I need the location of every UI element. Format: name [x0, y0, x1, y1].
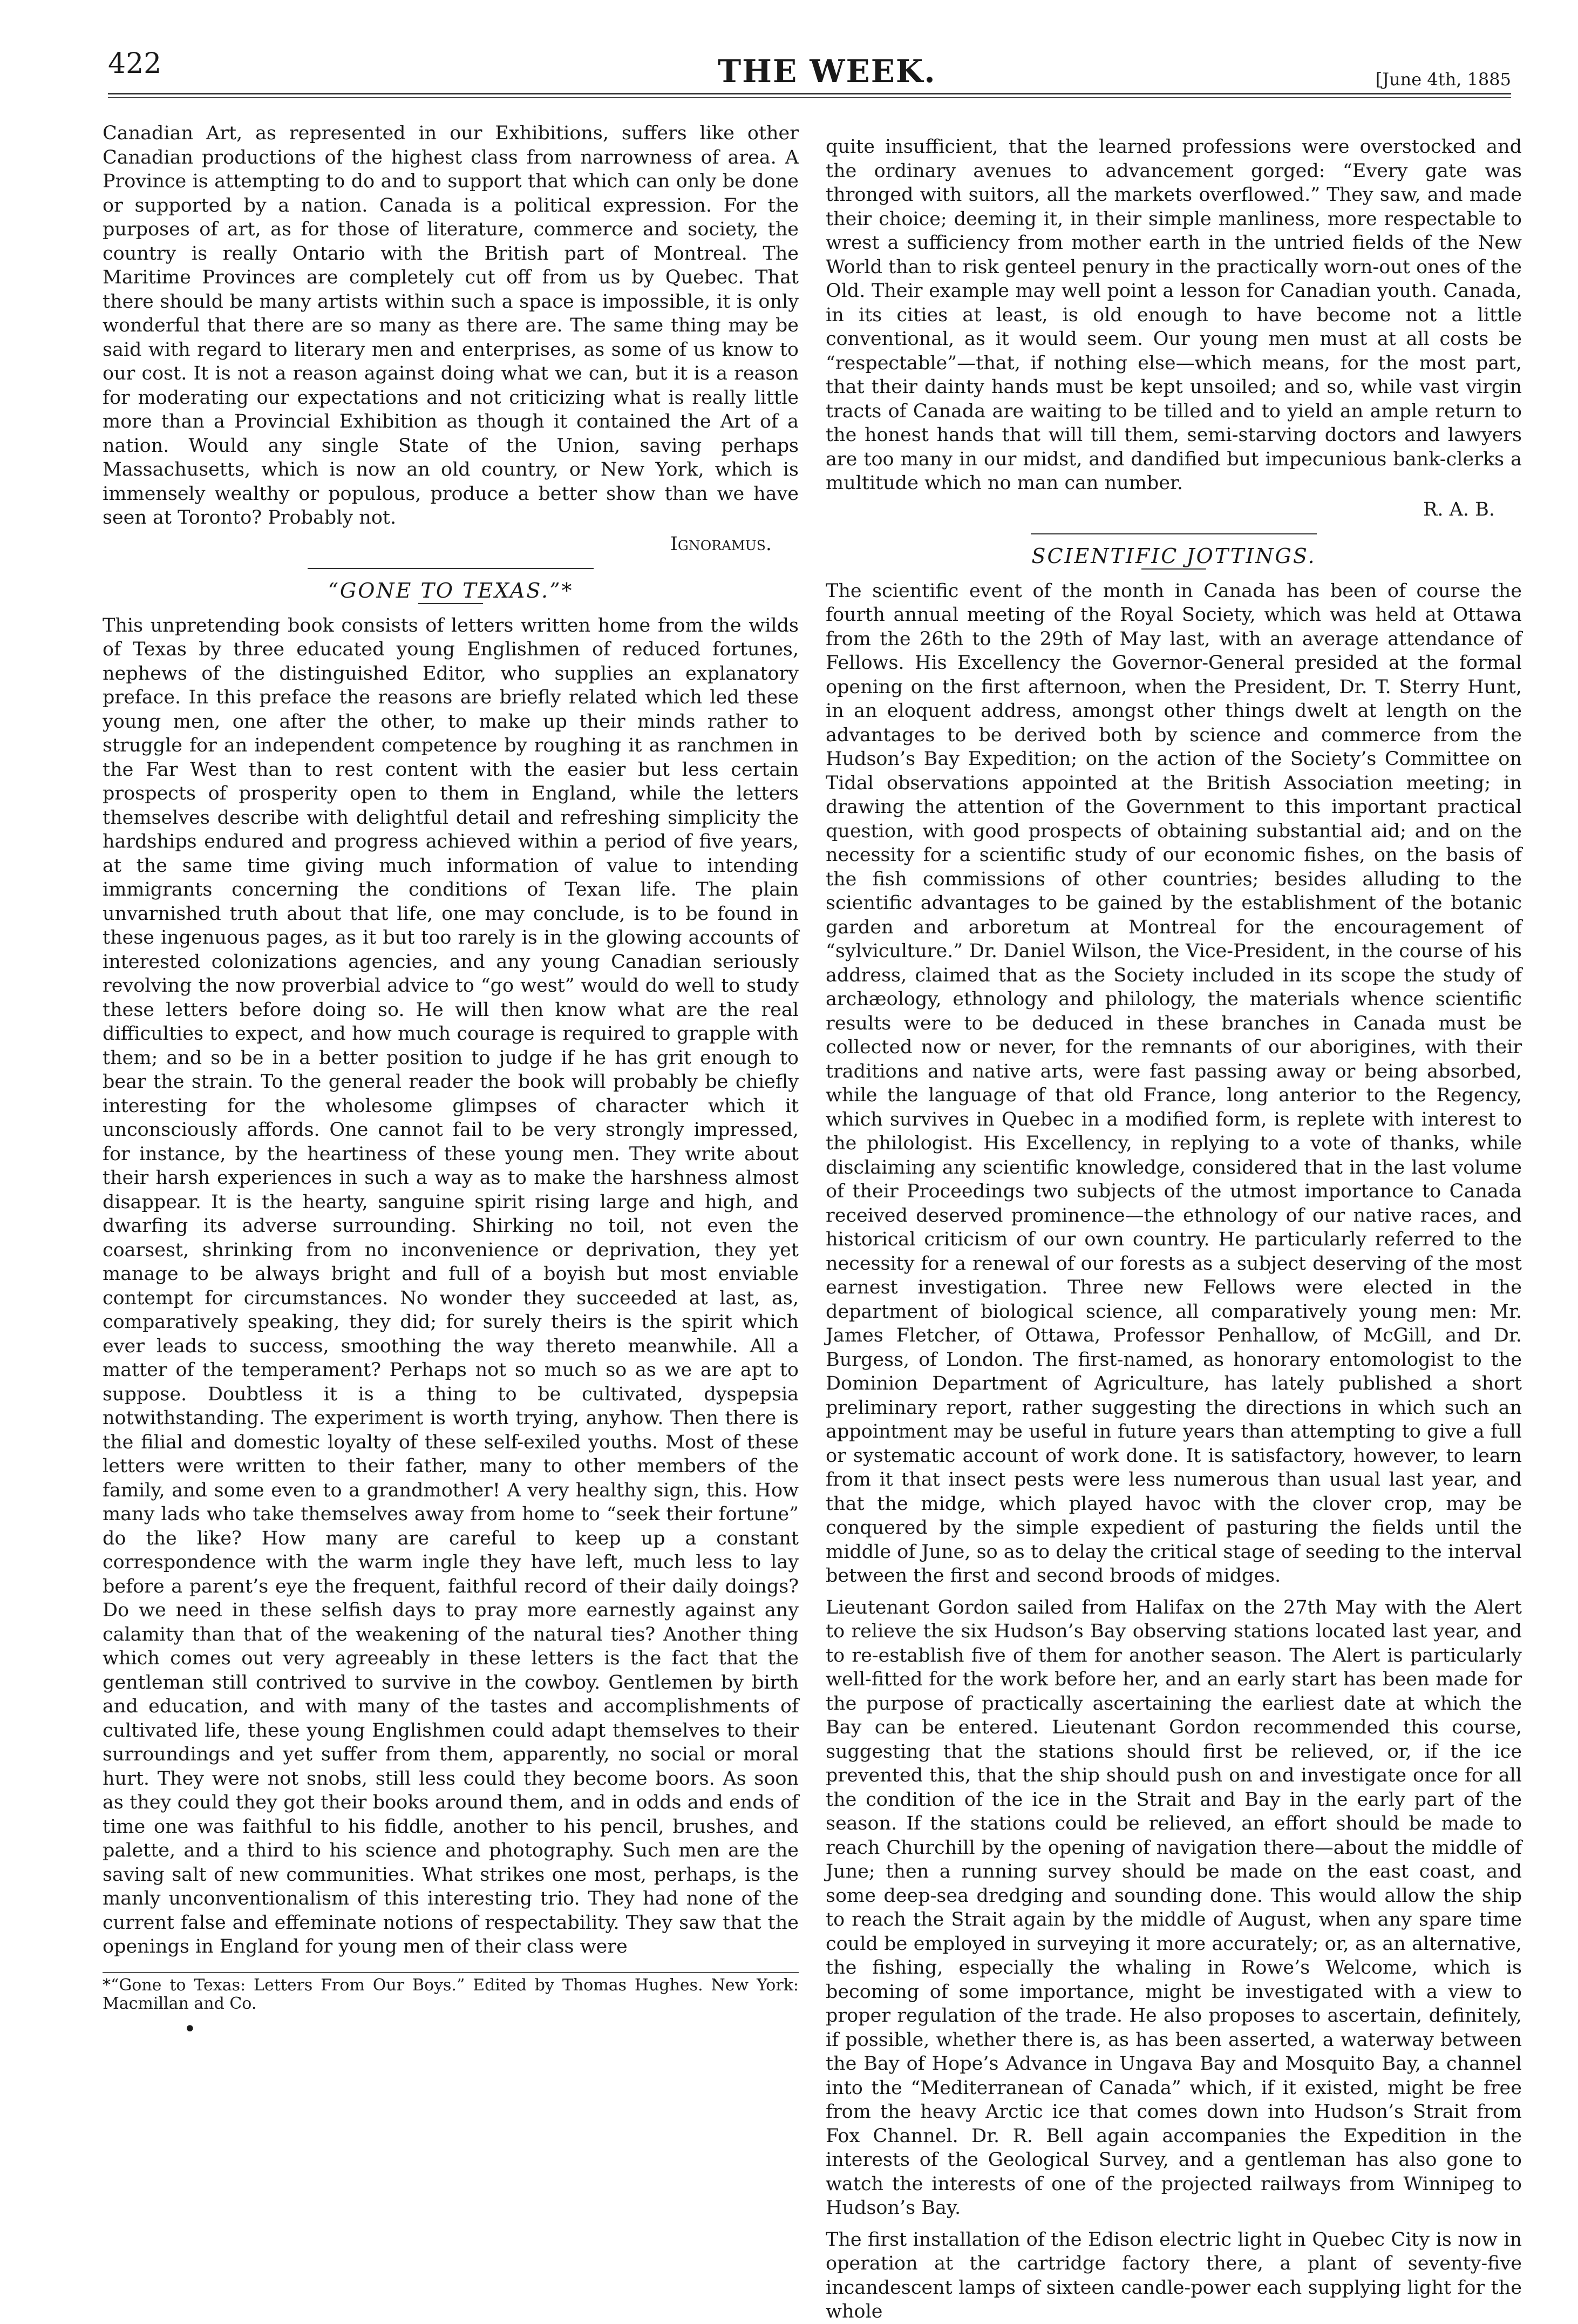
sci-paragraph-edison-light: The first installation of the Edison electric light in Quebec City is now in operation at the cartridge factory there, a plant of seventy-five incandescent lamps of sixteen candle-power each supplying light for the whole [826, 2228, 1522, 2322]
texas-continued-paragraph: quite insufficient, that the learned professions were overstocked and the ordinary avenues to advancement gorged: “Every gate was thronged with suitors, all the markets overflowed.” They saw, and made their choice; deeming it, in their simple manliness, more respectable to wrest a sufficiency from mother earth in the untried fields of the New World than to risk genteel penury in the practically worn-out ones of the Old. Their example may well point a lesson for Canadian youth. Canada, in its cities at least, is old enough to have become not a little conventional, as it would seem. Our young men must at all costs be “respectable”—that, if nothing else—which means, for the most part, that their dainty hands must be kept unsoiled; and so, while vast virgin tracts of Canada are waiting to be tilled and to yield an ample return to the honest hands that will till them, semi-starving doctors and lawyers are too many in our midst, and dandified but impecunious bank-clerks a multitude which no man can number. [826, 136, 1522, 494]
issue-date: [June 4th, 1885 [1375, 69, 1511, 90]
ink-dot: • [183, 2016, 196, 2042]
header-rule-bottom [108, 97, 1511, 98]
footnote: *“Gone to Texas: Letters From Our Boys.” Edited by Thomas Hughes. New York: Macmillan and Co. [103, 1975, 799, 2013]
heading-underline [1141, 568, 1206, 570]
scientific-jottings-heading: SCIENTIFIC JOTTINGS. [1031, 544, 1316, 568]
heading-underline [418, 603, 483, 604]
masthead [108, 48, 1511, 96]
texas-paragraph: This unpretending book consists of letters written home from the wilds of Texas by three educated young Englishmen of reduced fortunes, nephews of the distinguished Editor, who supplies an explanatory preface. In this preface the reasons are briefly related which led these young men, one after the other, to make up their minds rather to struggle for an independent competence by roughing it as ranchmen in the Far West than to rest content with the easier but less certain prospects of prosperity open to them in England, while the letters themselves describe with delightful detail and refreshing simplicity the hardships endured and progress achieved within a period of five years, at the same time giving much information of value to intending immigrants concerning the conditions of Texan life. The plain unvarnished truth about that life, one may conclude, is to be found in these ingenuous pages, as it but too rarely is in the glowing accounts of interested colonizations agencies, and any young Canadian seriously revolving the now proverbial advice to “go west” would do well to study these letters before doing so. He will then know what are the real difficulties to expect, and how much courage is required to grapple with them; and so be in a better position to judge if he has grit enough to bear the strain. To the general reader the book will probably be chiefly interesting for the wholesome glimpses of character which it unconsciously affords. One cannot fail to be very strongly impressed, for instance, by the heartiness of these young men. They write about their harsh experiences in such a way as to make the harshness almost disappear. It is the hearty, sanguine spirit rising large and high, and dwarfing its adverse surrounding. Shirking no toil, not even the coarsest, shrinking from no inconvenience or deprivation, they yet manage to be always bright and full of a boyish but most enviable contempt for circumstances. No wonder they succeeded at last, as, comparatively speaking, they did; for surely theirs is the spirit which ever leads to success, smoothing the way thereto meanwhile. All a matter of the temperament? Perhaps not so much so as we are apt to suppose. Doubtless it is a thing to be cultivated, dyspepsia notwithstanding. The experiment is worth trying, anyhow. Then there is the filial and domestic loyalty of these self-exiled youths. Most of these letters were written to their father, many to other members of the family, and some even to a grandmother! A very healthy sign, this. How many lads who take themselves away from home to “seek their fortune” do the like? How many are careful to keep up a constant correspondence with the warm ingle they have left, much less to lay before a parent’s eye the frequent, faithful record of their daily doings? Do we need in these selfish days to pray more earnestly against any calamity than that of the weakening of the natural ties? Another thing which comes out very agreeably in these letters is the fact that the gentleman still contrived to survive in the cowboy. Gentlemen by birth and education, and with many of the tastes and accomplishments of cultivated life, these young Englishmen could adapt themselves to their surroundings and yet suffer from them, apparently, no social or moral hurt. They were not snobs, still less could they become boors. As soon as they could they got their books around them, and in odds and ends of time one was faithful to his fiddle, another to his pencil, brushes, and palette, and a third to his science and photography. Such men are the saving salt of new communities. What strikes one most, perhaps, is the manly unconventionalism of this interesting trio. They had none of the current false and effeminate notions of respectability. They saw that the openings in England for young men of their class were [103, 614, 799, 1957]
sci-paragraph-lieutenant-gordon: Lieutenant Gordon sailed from Halifax on the 27th May with the Alert to relieve the six Hudson’s Bay observing stations located last year, and to re-establish five of them for another season. The Alert is particularly well-fitted for the work before her, and an early start has been made for the purpose of practically ascertaining the earliest date at which the Bay can be entered. Lieutenant Gordon recommended this course, suggesting that the stations should first be relieved, or, if the ice prevented this, that the ship should push on and investigate once for all the condition of the ice in the Strait and Bay in the early part of the season. If the stations could be relieved, an effort should be made to reach Churchill by the opening of navigation there—about the middle of June; then a running survey should be made on the east coast, and some deep-sea dredging and sounding done. This would allow the ship to reach the Strait again by the middle of August, when any spare time could be employed in surveying it more accurately; or, as an alternative, the fishing, especially the whaling in Rowe’s Welcome, which is becoming of some importance, might be investigated with a view to proper regulation of the trade. He also proposes to ascertain, definitely, if possible, whether there is, as has been asserted, a waterway between the Bay of Hope’s Advance in Ungava Bay and Mosquito Bay, a channel into the “Mediterranean of Canada” which, if it existed, might be free from the heavy Arctic ice that comes down into Hudson’s Strait from Fox Channel. Dr. R. Bell again accompanies the Expedition in the interests of the Geological Survey, and a gentleman has also gone to watch the interests of one of the projected railways from Winnipeg to Hudson’s Bay. [826, 1596, 1522, 2219]
page-number: 422 [108, 48, 162, 80]
header-rule-top [108, 93, 1511, 94]
footnote-rule [103, 1972, 799, 1973]
sci-paragraph-royal-society: The scientific event of the month in Canada has been of course the fourth annual meeting of the Royal Society, which was held at Ottawa from the 26th to the 29th of May last, with an average attendance of Fellows. His Excellency the Governor-General presided at the formal opening on the first afternoon, when the President, Dr. T. Sterry Hunt, in an eloquent address, amongst other things dwelt at length on the advantages to be derived both by science and commerce from the Hudson’s Bay Expedition; on the action of the Society’s Committee on Tidal observations appointed at the British Association meeting; in drawing the attention of the Government to this important practical question, with good prospects of obtaining substantial aid; and on the necessity for a scientific study of our economic fishes, on the basis of the fish commissions of other countries; besides alluding to the scientific advantages to be gained by the establishment of the botanic garden and arboretum at Montreal for the encouragement of “sylviculture.” Dr. Daniel Wilson, the Vice-President, in the course of his address, claimed that as the Society included in its scope the study of archæology, ethnology and philology, the materials whence scientific results were to be deduced in these branches in Canada must be collected now or never, for the remnants of our aborigines, with their traditions and native arts, were fast passing away or being absorbed, while the language of that old France, long anterior to the Regency, which survives in Quebec in a modified form, is replete with interest to the philologist. His Excellency, in replying to a vote of thanks, while disclaiming any scientific knowledge, considered that in the last volume of their Proceedings two subjects of the utmost importance to Canada received deserved prominence—the ethnology of our native races, and historical criticism of our own country. He particularly referred to the necessity for a renewal of our forests as a subject deserving of the most earnest investigation. Three new Fellows were elected in the department of biological science, all comparatively young men: Mr. James Fletcher, of Ottawa, Professor Penhallow, of McGill, and Dr. Burgess, of London. The first-named, as honorary entomologist to the Dominion Department of Agriculture, has lately published a short preliminary report, rather suggesting the directions in which such an appointment may be useful in future years than attempting to give a full or systematic account of work done. It is satisfactory, however, to learn from it that insect pests were less numerous than usual last year, and that the midge, which played havoc with the clover crop, may be conquered by the simple expedient of pasturing the fields until the middle of June, so as to delay the critical stage of seeding to the interval between the first and second broods of midges. [826, 580, 1522, 1587]
section-divider [1031, 533, 1317, 534]
art-signature: Ignoramus. [670, 533, 772, 555]
section-divider [308, 568, 594, 569]
right-column [826, 135, 1522, 2324]
texas-heading: “GONE TO TEXAS.”* [328, 579, 574, 602]
art-paragraph: Canadian Art, as represented in our Exhibitions, suffers like other Canadian productions of the highest class from narrowness of area. A Province is attempting to do and to support that which can only be done or supported by a nation. Canada is a political expression. For the purposes of art, as for those of literature, commerce and society, the country is really Ontario with the British part of Montreal. The Maritime Provinces are completely cut off from us by Quebec. That there should be many artists within such a space is impossible, it is only wonderful that there are so many as there are. The same thing may be said with regard to literary men and enterprises, as some of us know to our cost. It is not a reason against doing what we can, but it is a reason for moderating our expectations and not criticizing what is really little more than a Provincial Exhibition as though it contained the Art of a nation. Would any single State of the Union, saving perhaps Massachusetts, which is now an old country, or New York, which is immensely wealthy or populous, produce a better show than we have seen at Toronto? Probably not. [103, 123, 799, 529]
texas-signature: R. A. B. [1423, 498, 1495, 520]
publication-title: THE WEEK. [718, 53, 936, 90]
left-column [103, 121, 799, 2041]
